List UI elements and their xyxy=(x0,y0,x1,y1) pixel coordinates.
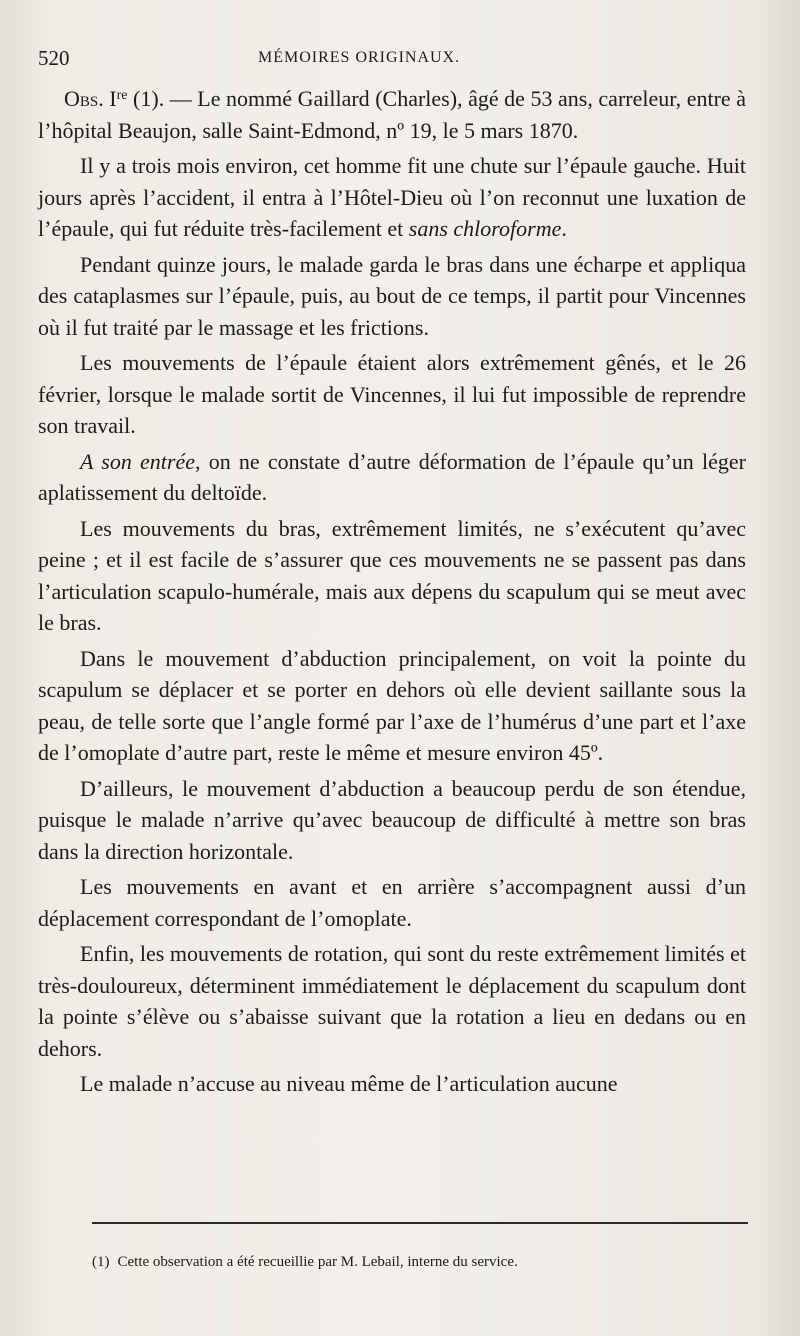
footnote xyxy=(92,1252,518,1272)
footnote-text: Cette observation a été recueillie par M. Lebail, interne du service. xyxy=(117,1254,518,1270)
paragraph-3: Les mouvements de l’épaule étaient alors extrêmement gênés, et le 26 février, lorsque le malade sortit de Vincennes, il lui fut impossible de reprendre son travail. xyxy=(38,350,746,438)
paragraph-10: Le malade n’accuse au niveau même de l’articulation aucune xyxy=(80,1071,618,1096)
paragraph-4 xyxy=(38,446,746,509)
body-text xyxy=(38,80,746,1100)
page-header xyxy=(38,46,738,74)
paragraph-8: Les mouvements en avant et en arrière s’accompagnent aussi d’un déplacement correspondant de l’omoplate. xyxy=(38,874,746,931)
paragraph-9: Enfin, les mouvements de rotation, qui sont du reste extrêmement limités et très-douloureux, déterminent immédiatement le déplacement du scapulum dont la pointe s’élève ou s’abaisse suivant que la rotation a lieu en dedans ou en dehors. xyxy=(38,941,746,1061)
paragraph-7: D’ailleurs, le mouvement d’abduction a beaucoup perdu de son étendue, puisque le malade n’arrive qu’avec beaucoup de difficulté à mettre son bras dans la direction horizontale. xyxy=(38,775,746,864)
paragraph-1-italic: sans chloroforme xyxy=(408,216,562,241)
observation-text: — Le nommé Gaillard (Charles), âgé de 53 ans, carreleur, entre à l’hôpital Beaujon, salle Saint-Edmond, nº 19, le 5 mars 1870. xyxy=(38,86,747,143)
paragraph-1 xyxy=(38,150,746,245)
footnote-divider xyxy=(92,1222,748,1224)
paragraph-6: Dans le mouvement d’abduction principalement, on voit la pointe du scapulum se déplacer et se porter en dehors où elle devient saillante sous la peau, de telle sorte que l’angle formé par l’axe de l’humérus d’une part et l’axe de l’omoplate d’autre part, reste le même et mesure environ 45º. xyxy=(38,645,746,765)
paragraph-5: Les mouvements du bras, extrêmement limités, ne s’exécutent qu’avec peine ; et il est facile de s’assurer que ces mouvements ne se passent pas dans l’articulation scapulo-humérale, mais aux dépens du scapulum qui se meut avec le bras. xyxy=(38,515,746,635)
footnote-mark: (1) xyxy=(92,1254,110,1270)
observation-label: Obs. I xyxy=(64,86,117,111)
paragraph-2: Pendant quinze jours, le malade garda le bras dans une écharpe et appliqua des cataplasmes sur l’épaule, puis, au bout de ce temps, il partit pour Vincennes où il fut traité par le massage et les frictions. xyxy=(38,251,746,340)
footnote-reference: (1). xyxy=(127,86,165,111)
observation-paragraph xyxy=(38,80,746,146)
paragraph-4-text: on ne constate d’autre déformation de l’épaule qu’un léger aplatissement du deltoïde. xyxy=(38,448,746,505)
observation-label-superscript: re xyxy=(116,88,128,103)
running-head: MÉMOIRES ORIGINAUX. xyxy=(258,49,461,66)
paragraph-1-text: Il y a trois mois environ, cet homme fit une chute sur l’épaule gauche. Huit jours après l’accident, il entra à l’Hôtel-Dieu où l’on reconnut une luxation de l’épaule, qui fut réduite très-facilement et xyxy=(38,153,746,241)
paragraph-4-italic: A son entrée, xyxy=(80,448,201,474)
paragraph-1-end: . xyxy=(561,216,567,241)
page-number: 520 xyxy=(38,46,70,70)
